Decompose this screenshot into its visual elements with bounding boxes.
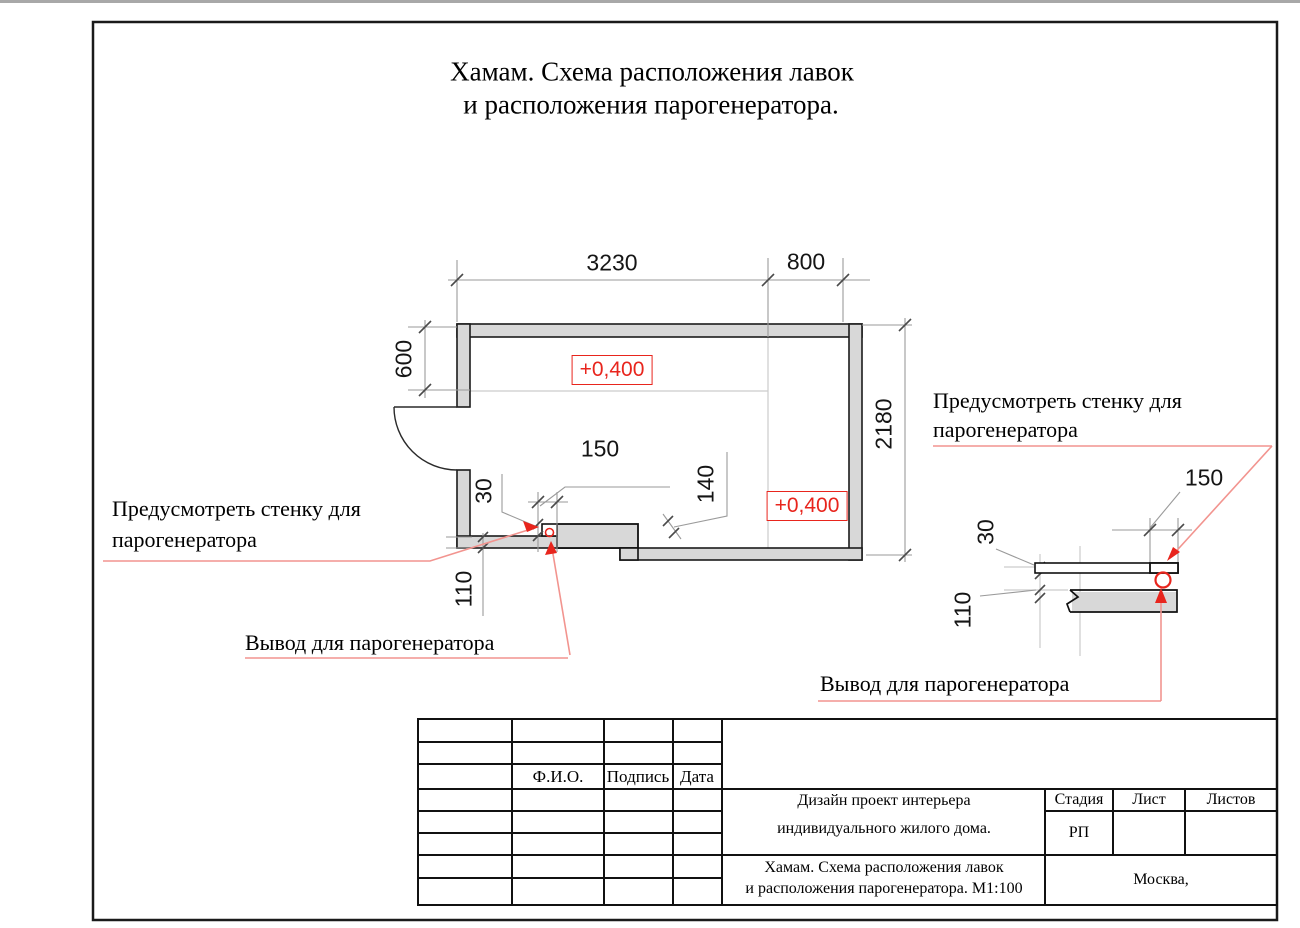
wall-right bbox=[849, 324, 862, 560]
dim-600: 600 bbox=[390, 339, 417, 379]
plan-walls bbox=[457, 324, 862, 560]
dim-150-plan: 150 bbox=[580, 435, 620, 462]
leader-provide-wall-right bbox=[1170, 446, 1272, 558]
drawing-title-line2: и расположения парогенератора. bbox=[463, 89, 839, 120]
dim-110-detail: 110 bbox=[949, 591, 976, 629]
dim-3230: 3230 bbox=[586, 249, 638, 276]
note-outlet-left: Вывод для парогенератора bbox=[245, 630, 495, 655]
detail-geometry bbox=[1035, 563, 1178, 612]
titleblock-sheet-title-line1: Хамам. Схема расположения лавок bbox=[764, 859, 1004, 876]
drawing-title-line1: Хамам. Схема расположения лавок bbox=[450, 56, 854, 87]
note-provide-wall-left-line1: Предусмотреть стенку для bbox=[112, 496, 361, 521]
titleblock-city: Москва, bbox=[1133, 871, 1189, 888]
bench bbox=[542, 524, 638, 560]
wall-top bbox=[457, 324, 862, 337]
titleblock-podpis-label: Подпись bbox=[606, 767, 670, 786]
dimension-lines bbox=[408, 258, 912, 616]
note-provide-wall-left-line2: парогенератора bbox=[112, 527, 257, 552]
dim-110-plan: 110 bbox=[450, 570, 477, 608]
dim-30-detail: 30 bbox=[972, 519, 999, 545]
steam-outlet-circle-detail bbox=[1156, 573, 1171, 588]
steam-generator-wall-notch bbox=[542, 524, 557, 536]
wall-bottom-right bbox=[620, 548, 862, 560]
dim-150-detail: 150 bbox=[1184, 464, 1224, 491]
detail-dimension-lines bbox=[980, 492, 1192, 596]
note-provide-wall-right-line2: парогенератора bbox=[933, 417, 1078, 442]
level-badge-top: +0,400 bbox=[572, 355, 653, 385]
wall-left-upper bbox=[457, 324, 470, 407]
dim-2180: 2180 bbox=[870, 398, 897, 450]
dim-140: 140 bbox=[692, 464, 719, 504]
door-swing-arc bbox=[394, 407, 457, 470]
level-badge-right: +0,400 bbox=[767, 491, 848, 521]
note-provide-wall-right-line1: Предусмотреть стенку для bbox=[933, 388, 1182, 413]
titleblock-data-label: Дата bbox=[680, 767, 714, 786]
note-outlet-right: Вывод для парогенератора bbox=[820, 671, 1070, 696]
dim-30-plan: 30 bbox=[470, 478, 497, 504]
titleblock-sheets-label: Листов bbox=[1206, 791, 1256, 808]
titleblock-project-line2: индивидуального жилого дома. bbox=[777, 820, 991, 837]
door bbox=[394, 407, 457, 470]
titleblock-stage-value: РП bbox=[1068, 824, 1090, 841]
titleblock-fio-label: Ф.И.О. bbox=[532, 767, 584, 786]
leader-outlet-left bbox=[552, 548, 570, 655]
dim-800: 800 bbox=[786, 248, 826, 275]
titleblock-project-line1: Дизайн проект интерьера bbox=[797, 792, 971, 809]
titleblock-sheet-title-line2: и расположения парогенератора. М1:100 bbox=[745, 880, 1023, 897]
titleblock-stage-label: Стадия bbox=[1054, 791, 1104, 808]
titleblock-sheet-label: Лист bbox=[1132, 791, 1166, 808]
